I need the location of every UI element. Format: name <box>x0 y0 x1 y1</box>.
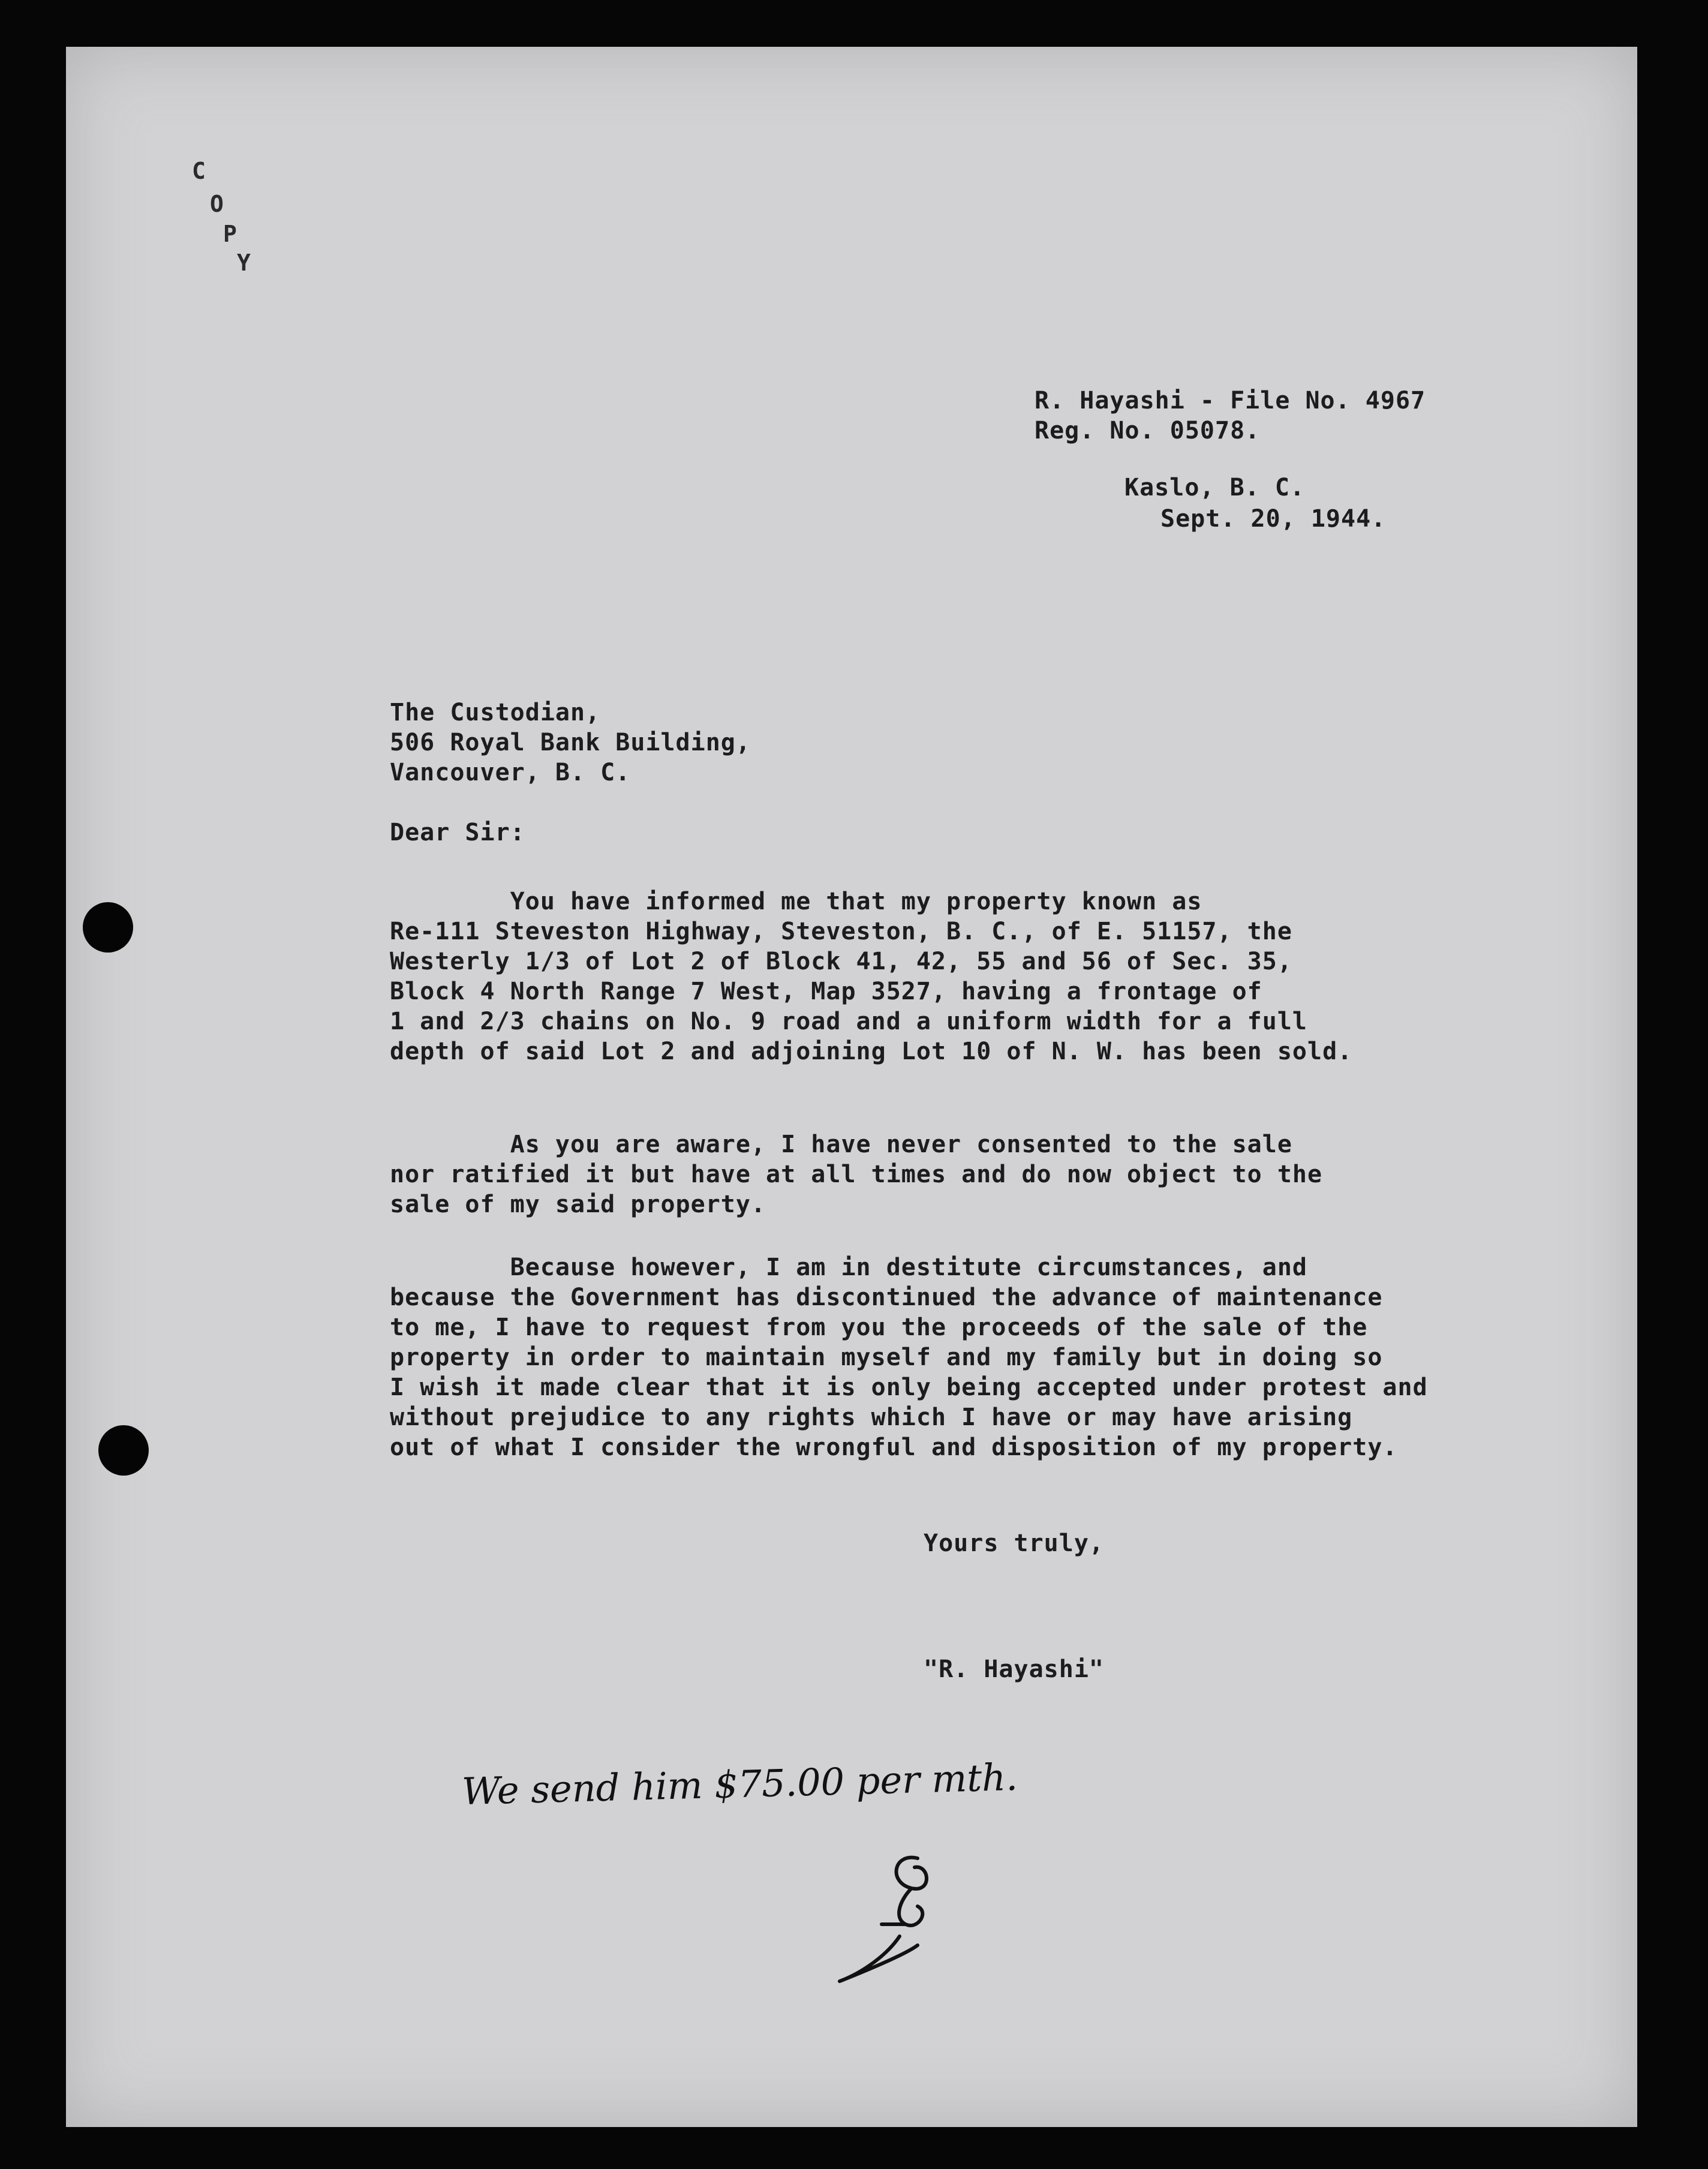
document-page <box>66 47 1637 2127</box>
paragraph-line: depth of said Lot 2 and adjoining Lot 10 of N. W. has been sold. <box>390 1038 1353 1065</box>
handwritten-note: We send him $75.00 per mth. <box>461 1755 1018 1814</box>
typed-signature: "R. Hayashi" <box>924 1656 1104 1683</box>
paragraph-line: You have informed me that my property known as <box>390 888 1202 915</box>
punch-hole-top <box>83 902 133 953</box>
letter-date: Sept. 20, 1944. <box>1160 505 1387 533</box>
paragraph-line: 1 and 2/3 chains on No. 9 road and a uniform width for a full <box>390 1008 1308 1035</box>
paragraph-line: to me, I have to request from you the proceeds of the sale of the <box>390 1314 1368 1341</box>
paragraph-line: property in order to maintain myself and my family but in doing so <box>390 1344 1383 1371</box>
paragraph-line: Block 4 North Range 7 West, Map 3527, having a frontage of <box>390 978 1262 1005</box>
paragraph-line: Re-111 Steveston Highway, Steveston, B. C., of E. 51157, the <box>390 918 1292 945</box>
paragraph-line: Because however, I am in destitute circumstances, and <box>390 1254 1308 1281</box>
paragraph-line: out of what I consider the wrongful and disposition of my property. <box>390 1434 1398 1461</box>
addressee-line-3: Vancouver, B. C. <box>390 759 631 786</box>
addressee-line-1: The Custodian, <box>390 699 601 726</box>
letter-place: Kaslo, B. C. <box>1124 474 1305 501</box>
paragraph-line: I wish it made clear that it is only being accepted under protest and <box>390 1374 1428 1401</box>
paragraph-line: nor ratified it but have at all times and do now object to the <box>390 1161 1323 1188</box>
copy-letter-p: P <box>223 221 237 247</box>
copy-letter-y: Y <box>237 250 251 276</box>
paragraph-line: sale of my said property. <box>390 1191 766 1218</box>
paragraph-line: As you are aware, I have never consented to the sale <box>390 1131 1292 1158</box>
salutation: Dear Sir: <box>390 819 525 846</box>
handwritten-initials-icon <box>828 1840 984 1996</box>
addressee-line-2: 506 Royal Bank Building, <box>390 729 751 756</box>
registration-number: Reg. No. 05078. <box>1035 417 1261 444</box>
copy-letter-c: C <box>192 158 206 184</box>
punch-hole-bottom <box>98 1425 149 1476</box>
paragraph-line: without prejudice to any rights which I have or may have arising <box>390 1404 1353 1431</box>
paragraph-line: Westerly 1/3 of Lot 2 of Block 41, 42, 55 and 56 of Sec. 35, <box>390 948 1292 975</box>
copy-letter-o: O <box>210 191 224 217</box>
closing: Yours truly, <box>924 1530 1104 1557</box>
paragraph-line: because the Government has discontinued the advance of maintenance <box>390 1284 1383 1311</box>
file-reference: R. Hayashi - File No. 4967 <box>1035 387 1426 414</box>
